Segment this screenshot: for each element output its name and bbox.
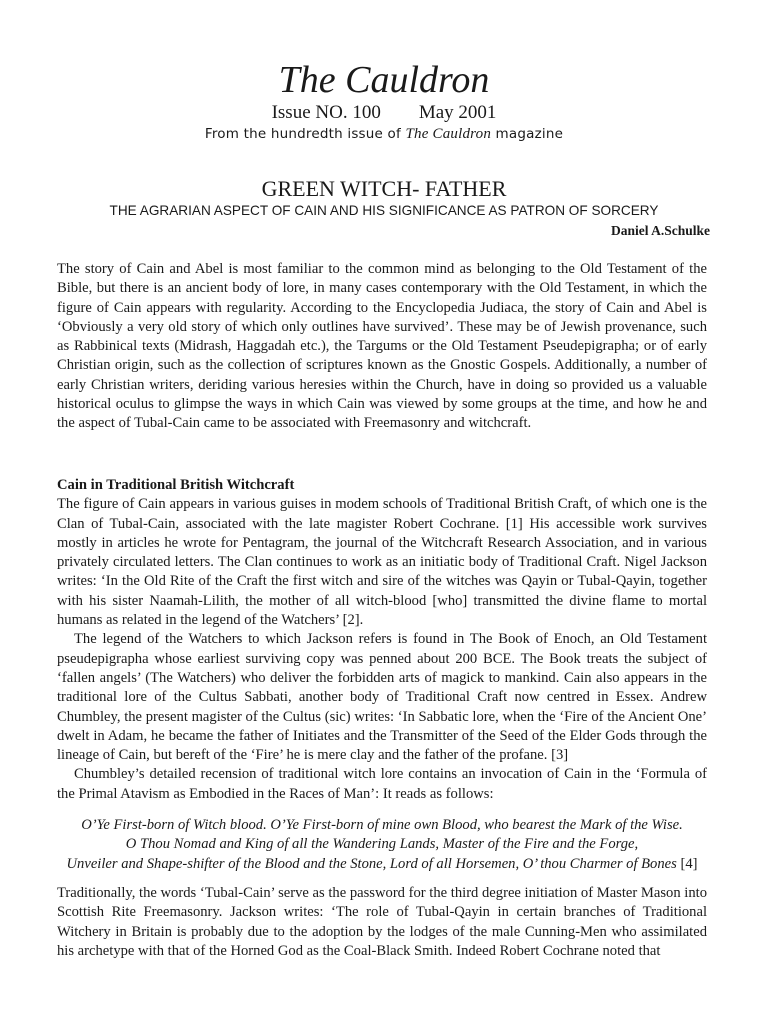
invocation-verse (57, 816, 707, 874)
source-note-prefix: From the hundredth issue of (204, 126, 406, 142)
article-subtitle: THE AGRARIAN ASPECT OF CAIN AND HIS SIGNIFICANCE AS PATRON OF SORCERY (109, 203, 659, 218)
verse-line-3 (57, 855, 707, 874)
section-cain-witchcraft (57, 476, 707, 804)
intro-paragraph: The story of Cain and Abel is most familiar to the common mind as belonging to the Old Testament of the Bible, but there is an ancient body of lore, in many cases contemporary with the Old Testament, in which the figure of Cain appears with regularity. According to the Encyclopedia Judiaca, the story of Cain and Abel is ‘Obviously a very old story of which only outlines have survived’. These may be of Jewish provenance, such as Rabbinical texts (Midrash, Haggadah etc.), the Targums or the Old Testament Pseudepigrapha; or of early Christian origin, such as the collection of scriptures known as the Gnostic Gospels. Additionally, a number of early Christian writers, deriding various heresies within the Church, have in doing so provided us a valuable historical oculus to glimpse the ways in which Cain was viewed by some groups at the time, and how he and the aspect of Tubal-Cain came to be associated with Freemasonry and witchcraft. (57, 261, 707, 432)
issue-number: Issue NO. 100 (271, 102, 381, 123)
section-paragraph-3: Chumbley’s detailed recension of traditional witch lore contains an invocation of Cain in the ‘Formula of the Primal Atavism as Embodied in the Races of Man’: It reads as follows: (57, 766, 707, 802)
closing-paragraph: Traditionally, the words ‘Tubal-Cain’ serve as the password for the third degree initiation of Master Mason into Scottish Rite Freemasonry. Jackson writes: ‘The role of Tubal-Qayin in certain branches of Traditional Witchery in Britain is probably due to the adoption by the lodges of the male Cunning-Men who assimilated his archetype with that of the Horned God as the Coal-Black Smith. Indeed Robert Cochrane noted that (57, 885, 707, 959)
verse-reference: [4] (676, 855, 698, 872)
article-author: Daniel A.Schulke (610, 223, 710, 238)
section-heading: Cain in Traditional British Witchcraft (57, 477, 295, 493)
source-note-suffix: magazine (491, 126, 564, 142)
section-paragraph-1: The figure of Cain appears in various guises in modem schools of Traditional British Craft, of which one is the Clan of Tubal-Cain, associated with the late magister Robert Cochrane. [1] His accessible work survives mostly in articles he wrote for Pentagram, the journal of the Witchcraft Research Association, and in various privately circulated letters. The Clan continues to work as an initiatic body of Traditional Craft. Nigel Jackson writes: ‘In the Old Rite of the Craft the first witch and sire of the witches was Qayin or Tubal-Qayin, together with his sister Naamah-Lilith, the mother of all witch-blood [who] transmitted the divine flame to mortal humans as related in the legend of the Watchers’ [2]. (57, 496, 707, 629)
source-note-magazine: The Cauldron (405, 126, 492, 142)
article-title: GREEN WITCH- FATHER (261, 176, 507, 201)
issue-line (0, 102, 768, 124)
section-paragraph-2: The legend of the Watchers to which Jackson refers is found in The Book of Enoch, an Old Testament pseudepigrapha whose earliest surviving copy was penned about 200 BCE. The Book treats the subject of ‘fallen angels’ (The Watchers) who deliver the forbidden arts of magick to mankind. Cain also appears in the traditional lore of the Cultus Sabbati, another body of Traditional Craft now centred in Essex. Andrew Chumbley, the present magister of the Cultus (sic) writes: ‘In Sabbatic lore, when the ‘Fire of the Ancient One’ dwelt in Adam, he became the father of Initiates and the Transmitter of the Seed of the Elder Gods through the lineage of Cain, but bereft of the ‘Fire’ he is mere clay and the father of the profane. [3] (57, 631, 707, 764)
verse-line-3-text: Unveiler and Shape-shifter of the Blood and the Stone, Lord of all Horsemen, O’ thou Charmer of Bones (66, 855, 677, 872)
magazine-title: The Cauldron (278, 59, 490, 101)
source-note (0, 125, 768, 143)
issue-date: May 2001 (418, 102, 497, 123)
closing-paragraph-block (57, 884, 707, 961)
intro-paragraph-block (57, 260, 707, 434)
masthead (0, 58, 768, 143)
verse-line-1: O’Ye First-born of Witch blood. O’Ye First-born of mine own Blood, who bearest the Mark of the Wise. (81, 817, 683, 833)
verse-line-2: O Thou Nomad and King of all the Wandering Lands, Master of the Fire and the Forge, (125, 836, 639, 853)
